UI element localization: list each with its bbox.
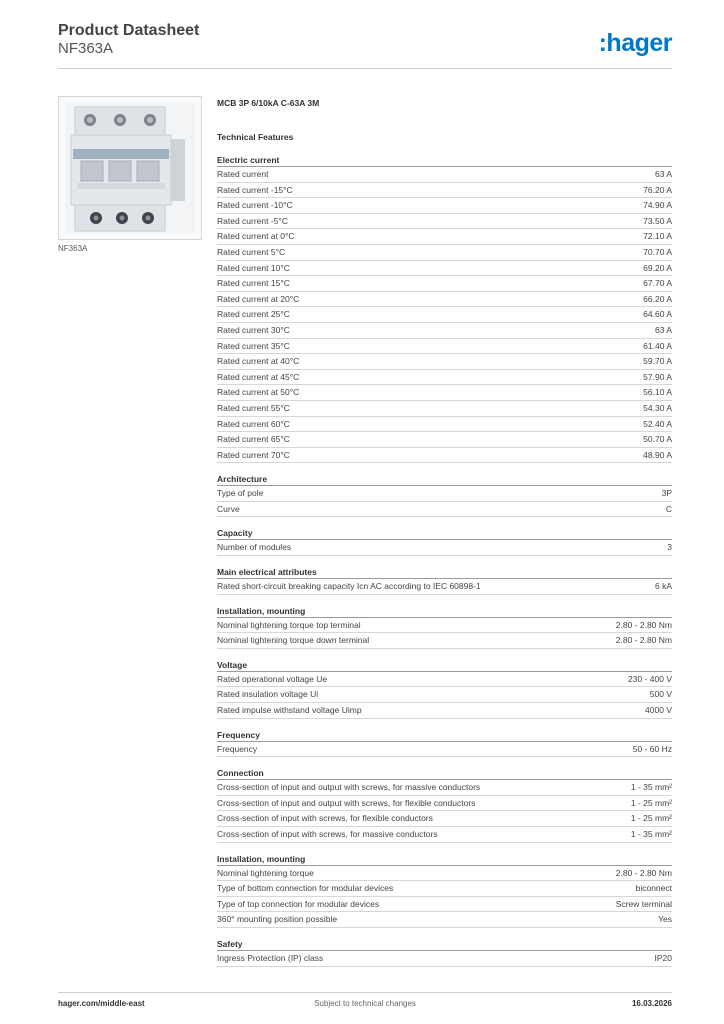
feature-group (217, 527, 672, 556)
table-row (217, 897, 672, 913)
attribute-label: Rated impulse withstand voltage Uimp (217, 705, 362, 716)
attribute-value: 52.40 A (643, 418, 672, 429)
feature-group (217, 853, 672, 928)
feature-group (217, 729, 672, 758)
attribute-value: 2.80 - 2.80 Nm (615, 619, 672, 630)
attribute-value: 50 - 60 Hz (632, 743, 672, 754)
table-row (217, 881, 672, 897)
page-header (58, 20, 672, 69)
footer-website: hager.com/middle-east (58, 999, 145, 1008)
table-row (217, 827, 672, 843)
table-row (217, 183, 672, 199)
attribute-value: 54.30 A (643, 402, 672, 413)
attribute-label: Rated current 5°C (217, 246, 286, 257)
attribute-label: Type of top connection for modular devices (217, 898, 380, 909)
table-row (217, 323, 672, 339)
feature-group (217, 659, 672, 719)
attribute-label: Rated current at 45°C (217, 371, 300, 382)
attribute-value: biconnect (635, 883, 672, 894)
attribute-label: Rated current at 20°C (217, 293, 300, 304)
attribute-label: Rated current 70°C (217, 449, 290, 460)
product-image (58, 96, 202, 240)
attribute-value: 70.70 A (643, 246, 672, 257)
feature-group (217, 473, 672, 517)
attribute-value: Screw terminal (615, 898, 672, 909)
table-row (217, 912, 672, 928)
attribute-label: Rated current at 0°C (217, 231, 295, 242)
attribute-label: Rated current 35°C (217, 340, 290, 351)
feature-groups (217, 154, 672, 967)
attribute-label: Nominal tightening torque top terminal (217, 619, 361, 630)
attribute-value: 1 - 35 mm² (630, 782, 672, 793)
attribute-label: Rated current -5°C (217, 215, 288, 226)
table-row (217, 672, 672, 688)
attribute-label: Rated current 10°C (217, 262, 290, 273)
attribute-value: 1 - 25 mm² (630, 813, 672, 824)
circuit-breaker-icon (59, 97, 201, 239)
attribute-value: IP20 (654, 952, 672, 963)
attribute-label: Cross-section of input with screws, for massive conductors (217, 829, 438, 839)
attribute-value: 500 V (649, 689, 672, 700)
attribute-value: 1 - 25 mm² (630, 797, 672, 808)
attribute-value: 50.70 A (643, 434, 672, 445)
attribute-label: Type of bottom connection for modular devices (217, 883, 394, 894)
attribute-value: 59.70 A (643, 356, 672, 367)
table-row (217, 354, 672, 370)
table-row (217, 780, 672, 796)
attribute-value: 6 kA (654, 581, 672, 592)
table-row (217, 417, 672, 433)
attribute-label: Rated insulation voltage Ui (217, 689, 319, 700)
group-title: Electric current (217, 154, 672, 167)
table-row (217, 579, 672, 595)
attribute-value: 56.10 A (643, 387, 672, 398)
footer-disclaimer: Subject to technical changes (314, 999, 416, 1008)
group-title: Connection (217, 767, 672, 780)
group-title: Main electrical attributes (217, 566, 672, 579)
attribute-value: 63 A (654, 169, 672, 179)
group-title: Installation, mounting (217, 853, 672, 866)
table-row (217, 703, 672, 719)
attribute-label: Rated current at 40°C (217, 356, 300, 367)
table-row (217, 198, 672, 214)
attribute-value: 3P (661, 488, 672, 499)
attribute-label: Nominal tightening torque down terminal (217, 635, 370, 646)
attribute-value: Yes (658, 914, 672, 925)
table-row (217, 502, 672, 518)
attribute-value: 2.80 - 2.80 Nm (615, 867, 672, 878)
table-row (217, 370, 672, 386)
attribute-label: Ingress Protection (IP) class (217, 952, 324, 963)
attribute-value: 61.40 A (643, 340, 672, 351)
table-row (217, 276, 672, 292)
table-row (217, 618, 672, 634)
attribute-value: 69.20 A (643, 262, 672, 273)
attribute-label: Rated current 60°C (217, 418, 290, 429)
attribute-label: Cross-section of input with screws, for flexible conductors (217, 813, 433, 824)
attribute-label: Number of modules (217, 542, 292, 553)
product-name: MCB 3P 6/10kA C-63A 3M (217, 98, 320, 108)
technical-content (217, 96, 672, 967)
attribute-value: 4000 V (645, 705, 672, 716)
table-row (217, 167, 672, 183)
table-row (217, 448, 672, 464)
table-row (217, 307, 672, 323)
page-footer (58, 992, 672, 1017)
attribute-label: Rated current 65°C (217, 434, 290, 445)
attribute-label: Rated current 55°C (217, 402, 290, 413)
technical-features-heading: Technical Features (217, 132, 294, 142)
table-row (217, 432, 672, 448)
table-row (217, 292, 672, 308)
attribute-label: Type of pole (217, 488, 264, 499)
hager-logo: :hager (598, 29, 672, 57)
attribute-label: Cross-section of input and output with screws, for massive conductors (217, 782, 481, 793)
attribute-label: Nominal tightening torque (217, 867, 314, 878)
attribute-label: Curve (217, 503, 240, 514)
document-title: Product Datasheet (58, 22, 200, 39)
group-title: Frequency (217, 729, 672, 742)
attribute-label: Rated current (217, 169, 269, 179)
table-row (217, 951, 672, 967)
attribute-label: Frequency (217, 743, 258, 754)
attribute-label: Rated short-circuit breaking capacity Icn AC according to IEC 60898-1 (217, 581, 481, 592)
image-caption: NF363A (58, 244, 88, 253)
attribute-value: 1 - 35 mm² (630, 829, 672, 839)
attribute-value: 57.90 A (643, 371, 672, 382)
table-row (217, 687, 672, 703)
table-row (217, 796, 672, 812)
footer-date: 16.03.2026 (631, 999, 672, 1008)
attribute-label: Cross-section of input and output with screws, for flexible conductors (217, 797, 476, 808)
attribute-label: Rated current at 50°C (217, 387, 300, 398)
table-row (217, 540, 672, 556)
attribute-value: 67.70 A (643, 278, 672, 289)
table-row (217, 261, 672, 277)
table-row (217, 486, 672, 502)
attribute-value: 2.80 - 2.80 Nm (615, 635, 672, 646)
group-title: Capacity (217, 527, 672, 540)
attribute-value: 230 - 400 V (628, 673, 672, 684)
product-reference: NF363A (58, 40, 114, 57)
attribute-label: Rated current 25°C (217, 309, 290, 320)
group-title: Voltage (217, 659, 672, 672)
table-row (217, 866, 672, 882)
attribute-value: 74.90 A (643, 200, 672, 211)
feature-group (217, 938, 672, 967)
attribute-label: Rated operational voltage Ue (217, 673, 328, 684)
table-row (217, 401, 672, 417)
attribute-label: Rated current 30°C (217, 324, 290, 335)
feature-group (217, 605, 672, 649)
attribute-value: 3 (667, 542, 672, 553)
table-row (217, 385, 672, 401)
attribute-label: Rated current -15°C (217, 184, 293, 195)
attribute-value: 64.60 A (643, 309, 672, 320)
feature-group (217, 154, 672, 463)
table-row (217, 339, 672, 355)
table-row (217, 245, 672, 261)
table-row (217, 811, 672, 827)
attribute-value: 48.90 A (643, 449, 672, 460)
table-row (217, 214, 672, 230)
attribute-label: 360° mounting position possible (217, 914, 338, 925)
attribute-value: 73.50 A (643, 215, 672, 226)
attribute-value: 63 A (654, 324, 672, 335)
table-row (217, 229, 672, 245)
attribute-value: C (665, 503, 672, 514)
group-title: Safety (217, 938, 672, 951)
attribute-label: Rated current 15°C (217, 278, 290, 289)
group-title: Installation, mounting (217, 605, 672, 618)
attribute-value: 72.10 A (643, 231, 672, 242)
attribute-label: Rated current -10°C (217, 200, 293, 211)
attribute-value: 76.20 A (643, 184, 672, 195)
attribute-value: 66.20 A (643, 293, 672, 304)
feature-group (217, 767, 672, 842)
feature-group (217, 566, 672, 595)
group-title: Architecture (217, 473, 672, 486)
table-row (217, 742, 672, 758)
table-row (217, 633, 672, 649)
